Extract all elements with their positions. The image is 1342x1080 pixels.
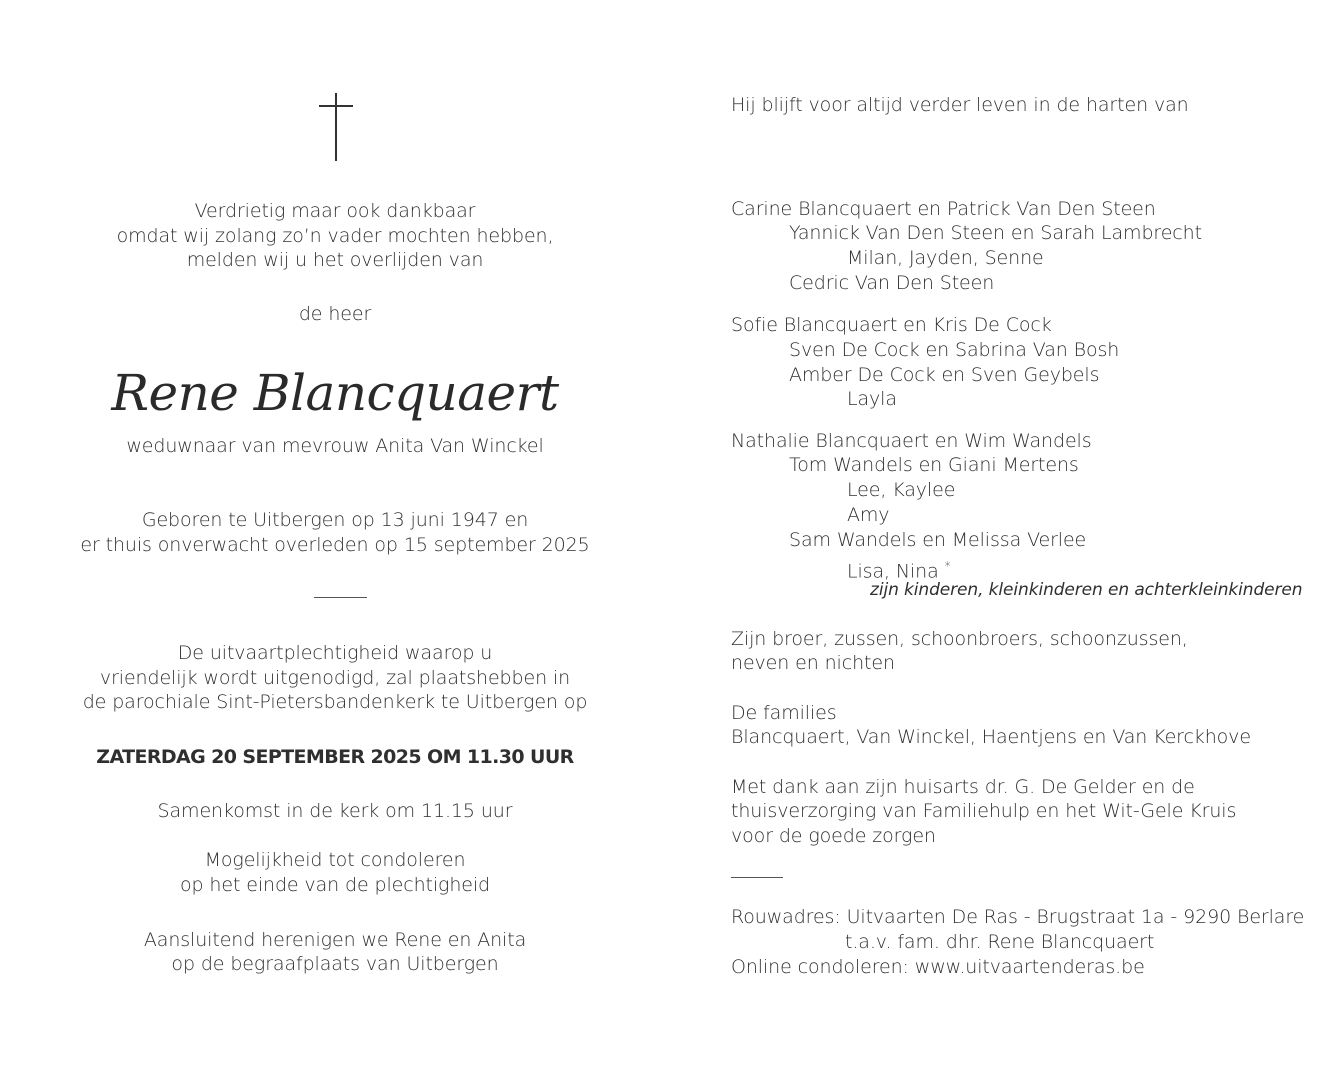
intro-line-3: melden wij u het overlijden van: [186, 249, 484, 271]
condolences-line-2: op het einde van de plechtigheid: [179, 874, 491, 896]
gathering-line: Samenkomst in de kerk om 11.15 uur: [157, 800, 513, 822]
ceremony-line-1: De uitvaartplechtigheid waarop u: [177, 642, 493, 664]
right-heading: Hij blijft voor altijd verder leven in de harten van: [731, 94, 1189, 116]
family-member: Sam Wandels en Melissa Verlee: [789, 529, 1087, 551]
deceased-name: Rene Blancquaert: [111, 364, 559, 422]
family-member: Yannick Van Den Steen en Sarah Lambrecht: [789, 222, 1202, 244]
families-line-2: Blancquaert, Van Winckel, Haentjens en Van Kerckhove: [731, 726, 1251, 748]
divider-left: [314, 597, 367, 598]
burial-line-1: Aansluitend herenigen we Rene en Anita: [143, 929, 527, 951]
burial-line-2: op de begraafplaats van Uitbergen: [171, 953, 499, 975]
siblings-line-1: Zijn broer, zussen, schoonbroers, schoonzussen,: [731, 628, 1188, 650]
ceremony-line-2: vriendelijk wordt uitgenodigd, zal plaatshebben in: [99, 667, 571, 689]
family-member: Sofie Blancquaert en Kris De Cock: [731, 314, 1052, 336]
family-member: Milan, Jayden, Senne: [847, 247, 1044, 269]
family-member: Nathalie Blancquaert en Wim Wandels: [731, 430, 1092, 452]
birth-line-2: er thuis onverwacht overleden op 15 september 2025: [80, 534, 590, 556]
address-line: Rouwadres: Uitvaarten De Ras - Brugstraat 1a - 9290 Berlare: [731, 906, 1305, 928]
family-member: Amber De Cock en Sven Geybels: [789, 364, 1100, 386]
family-member: Lee, Kaylee: [847, 479, 956, 501]
family-member: Tom Wandels en Giani Mertens: [789, 454, 1079, 476]
funeral-date: ZATERDAG 20 SEPTEMBER 2025 OM 11.30 UUR: [96, 746, 574, 768]
cross-horizontal-bar: [319, 105, 353, 107]
intro-line-1: Verdrietig maar ook dankbaar: [194, 200, 476, 222]
family-member: Cedric Van Den Steen: [789, 272, 995, 294]
cross-vertical-bar: [335, 93, 337, 161]
family-member: Carine Blancquaert en Patrick Van Den Steen: [731, 198, 1156, 220]
intro-line-2: omdat wij zolang zo’n vader mochten hebben,: [116, 225, 554, 247]
condolences-line-1: Mogelijkheid tot condoleren: [204, 849, 466, 871]
attention-line: t.a.v. fam. dhr. Rene Blancquaert: [845, 931, 1155, 953]
thanks-line-2: thuisverzorging van Familiehulp en het Wit-Gele Kruis: [731, 800, 1237, 822]
families-line-1: De families: [731, 702, 837, 724]
family-member: Amy: [847, 504, 890, 526]
family-caption: zijn kinderen, kleinkinderen en achterkleinkinderen: [870, 580, 1303, 600]
thanks-line-3: voor de goede zorgen: [731, 825, 936, 847]
widower-line: weduwnaar van mevrouw Anita Van Winckel: [126, 435, 544, 457]
family-member: Lisa, Nina: [847, 560, 939, 583]
family-member: Sven De Cock en Sabrina Van Bosh: [789, 339, 1120, 361]
siblings-line-2: neven en nichten: [731, 652, 895, 674]
ceremony-line-3: de parochiale Sint-Pietersbandenkerk te Uitbergen op: [82, 691, 588, 713]
birth-line-1: Geboren te Uitbergen op 13 juni 1947 en: [141, 509, 529, 531]
thanks-line-1: Met dank aan zijn huisarts dr. G. De Gelder en de: [731, 776, 1195, 798]
divider-right: [731, 877, 783, 878]
title-prefix: de heer: [298, 303, 372, 325]
star-icon: *: [944, 559, 951, 573]
online-condolences: Online condoleren: www.uitvaartenderas.be: [731, 956, 1145, 978]
family-member: Layla: [847, 388, 897, 410]
